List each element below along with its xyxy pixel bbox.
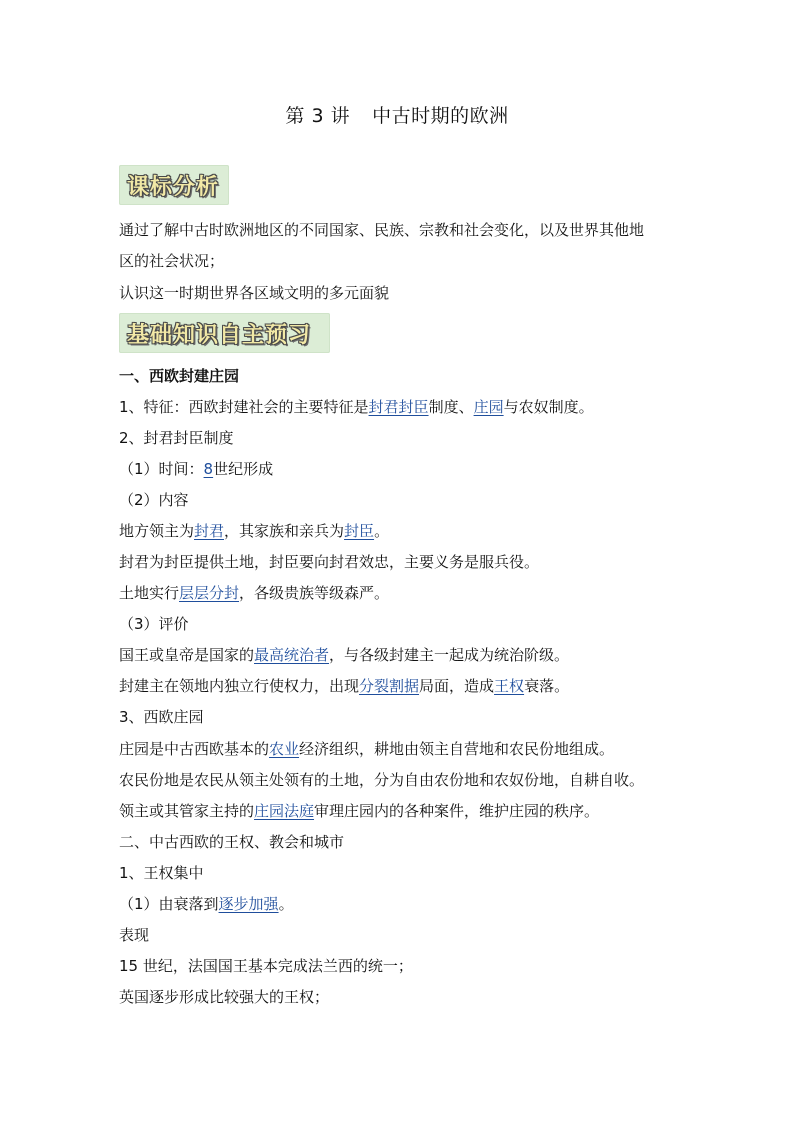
paragraph-line: （1）由衰落到逐步加强。 bbox=[119, 895, 294, 913]
paragraph-line: 庄园是中古西欧基本的农业经济组织，耕地由领主自营地和农民份地组成。 bbox=[119, 740, 615, 758]
fill-blank: 封君 bbox=[194, 522, 225, 540]
fill-blank: 封君封臣 bbox=[368, 398, 429, 416]
intro-line-1: 通过了解中古时欧洲地区的不同国家、民族、宗教和社会变化，以及世界其他地 bbox=[119, 221, 645, 239]
paragraph-line: 封建主在领地内独立行使权力，出现分裂割据局面，造成王权衰落。 bbox=[119, 677, 570, 695]
paragraph-line: 3、西欧庄园 bbox=[119, 708, 204, 726]
fill-blank: 分裂割据 bbox=[359, 677, 420, 695]
fill-blank: 逐步加强 bbox=[218, 895, 279, 913]
paragraph-line: 土地实行层层分封，各级贵族等级森严。 bbox=[119, 584, 390, 602]
paragraph-line: 地方领主为封君，其家族和亲兵为封臣。 bbox=[119, 522, 390, 540]
paragraph-line: 表现 bbox=[119, 926, 150, 944]
paragraph-line: 2、封君封臣制度 bbox=[119, 429, 234, 447]
banner-label: 基础知识自主预习 bbox=[127, 323, 312, 348]
paragraph-line: 农民份地是农民从领主处领有的土地，分为自由农份地和农奴份地，自耕自收。 bbox=[119, 771, 645, 789]
fill-blank: 王权 bbox=[494, 677, 525, 695]
section-heading-2: 二、中古西欧的王权、教会和城市 bbox=[119, 833, 345, 851]
paragraph-line: 英国逐步形成比较强大的王权； bbox=[119, 988, 330, 1006]
fill-blank: 农业 bbox=[269, 740, 300, 758]
paragraph-line: （2）内容 bbox=[119, 491, 189, 509]
lesson-number: 第 3 讲 bbox=[285, 105, 351, 127]
paragraph-line: 1、特征：西欧封建社会的主要特征是封君封臣制度、庄园与农奴制度。 bbox=[119, 398, 594, 416]
paragraph-line: 封君为封臣提供土地，封臣要向封君效忠，主要义务是服兵役。 bbox=[119, 553, 540, 571]
section-banner-curriculum bbox=[119, 165, 229, 205]
paragraph-line: 国王或皇帝是国家的最高统治者，与各级封建主一起成为统治阶级。 bbox=[119, 646, 570, 664]
paragraph-line: 1、王权集中 bbox=[119, 864, 204, 882]
fill-blank: 层层分封 bbox=[179, 584, 240, 602]
paragraph-line: （1）时间：8世纪形成 bbox=[119, 460, 274, 478]
paragraph-line: 15 世纪，法国国王基本完成法兰西的统一； bbox=[119, 957, 413, 975]
banner-label: 课标分析 bbox=[127, 175, 220, 200]
paragraph-line: （3）评价 bbox=[119, 615, 189, 633]
intro-line-3: 认识这一时期世界各区域文明的多元面貌 bbox=[119, 284, 390, 302]
lesson-title: 中古时期的欧洲 bbox=[372, 105, 509, 127]
fill-blank: 封臣 bbox=[344, 522, 375, 540]
section-banner-preview bbox=[119, 313, 330, 353]
page-title bbox=[0, 101, 794, 128]
paragraph-line: 领主或其管家主持的庄园法庭审理庄园内的各种案件，维护庄园的秩序。 bbox=[119, 802, 600, 820]
intro-line-2: 区的社会状况； bbox=[119, 252, 225, 270]
fill-blank: 8 bbox=[203, 460, 214, 478]
fill-blank: 庄园法庭 bbox=[254, 802, 315, 820]
section-heading-1: 一、西欧封建庄园 bbox=[119, 367, 240, 385]
fill-blank: 最高统治者 bbox=[254, 646, 330, 664]
fill-blank: 庄园 bbox=[473, 398, 504, 416]
